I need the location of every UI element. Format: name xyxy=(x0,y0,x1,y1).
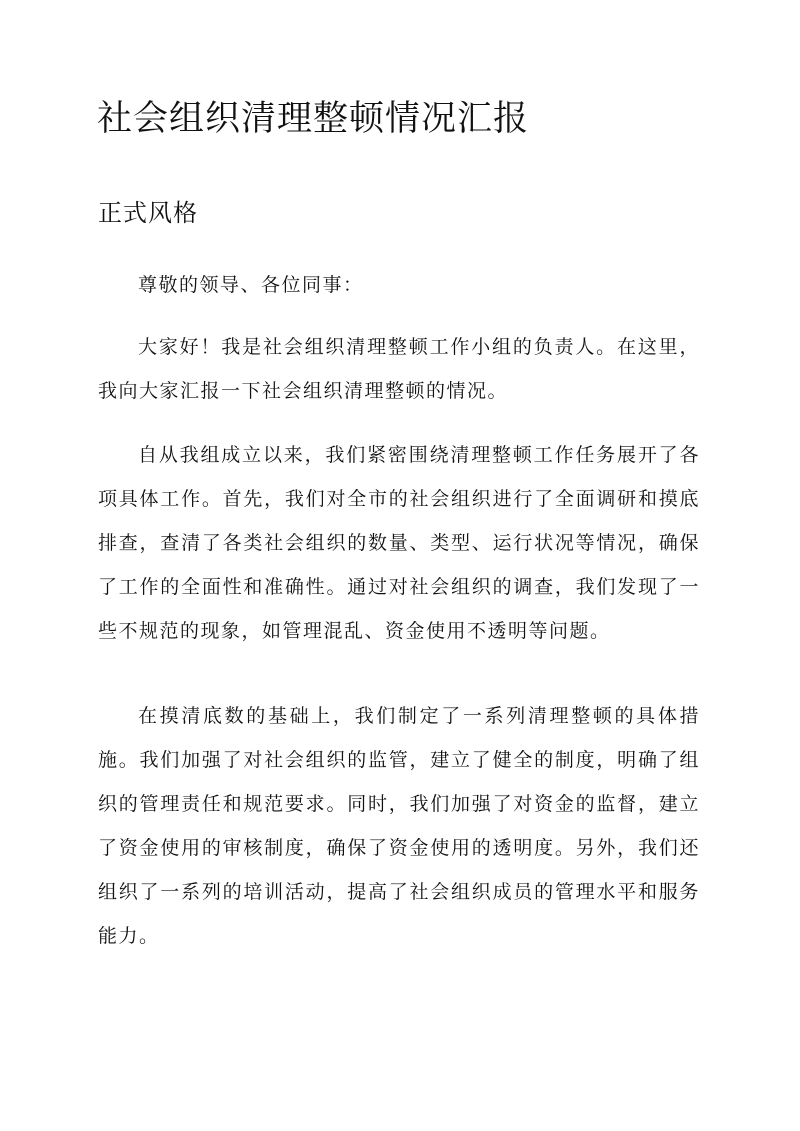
intro-paragraph: 大家好！我是社会组织清理整顿工作小组的负责人。在这里，我向大家汇报一下社会组织清理整顿的情况。 xyxy=(98,336,700,402)
document-title: 社会组织清理整顿情况汇报 xyxy=(97,99,530,139)
document-subtitle: 正式风格 xyxy=(98,199,198,227)
work-overview-paragraph: 自从我组成立以来，我们紧密围绕清理整顿工作任务展开了各项具体工作。首先，我们对全市的社会组织进行了全面调研和摸底排查，查清了各类社会组织的数量、类型、运行状况等情况，确保了工作的全面性和准确性。通过对社会组织的调查，我们发现了一些不规范的现象，如管理混乱、资金使用不透明等问题。 xyxy=(98,444,700,642)
salutation-paragraph: 尊敬的领导、各位同事： xyxy=(138,274,364,296)
measures-paragraph: 在摸清底数的基础上，我们制定了一系列清理整顿的具体措施。我们加强了对社会组织的监管，建立了健全的制度，明确了组织的管理责任和规范要求。同时，我们加强了对资金的监督，建立了资金使用的审核制度，确保了资金使用的透明度。另外，我们还组织了一系列的培训活动，提高了社会组织成员的管理水平和服务能力。 xyxy=(98,705,700,947)
